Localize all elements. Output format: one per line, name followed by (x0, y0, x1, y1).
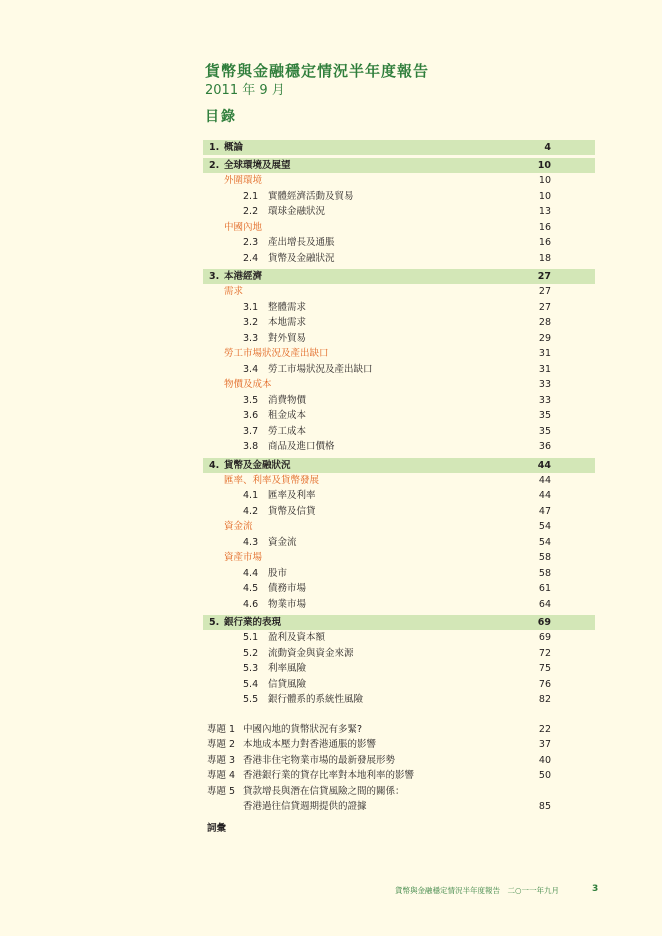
toc-entry-number: 5.1 (243, 632, 259, 643)
toc-entry-title: 物業市場 (268, 598, 307, 610)
toc-entry-page: 35 (538, 425, 551, 437)
toc-entry-title: 中國內地 (224, 221, 263, 233)
toc-entry-page: 82 (538, 694, 551, 705)
toc-entry-number: 專題 2 (207, 739, 236, 750)
toc-entry-page: 10 (538, 175, 551, 186)
toc-section[interactable] (203, 346, 595, 362)
toc-entry-page: 61 (538, 583, 551, 594)
toc-section[interactable] (203, 220, 595, 236)
toc-section[interactable] (203, 377, 595, 393)
toc-entry-number: 專題 5 (207, 785, 236, 797)
toc-entry-number: 3.5 (243, 394, 259, 406)
toc-entry-page: 16 (538, 221, 551, 233)
toc-section[interactable] (203, 284, 595, 300)
toc-entry-title: 信貸風險 (268, 678, 307, 690)
toc-entry-page: 47 (538, 505, 551, 517)
toc-subsection[interactable] (203, 251, 595, 267)
toc-entry-title: 貸款增長與潛在信貸風險之間的關係： (243, 785, 405, 797)
toc-entry-page: 33 (538, 379, 551, 390)
toc-entry-title: 本地需求 (268, 317, 307, 328)
toc-entry-page: 4 (544, 142, 551, 153)
toc-spacer (203, 715, 595, 722)
toc-entry-title: 概論 (224, 142, 244, 153)
toc-section[interactable] (203, 519, 595, 535)
toc-subsection[interactable] (203, 581, 595, 597)
toc-entry-page: 69 (537, 617, 551, 628)
toc-subsection[interactable] (203, 362, 595, 378)
toc-section[interactable] (203, 550, 595, 566)
toc-box-continuation[interactable] (203, 799, 595, 815)
toc-entry-page: 85 (538, 801, 551, 812)
toc-section[interactable] (203, 173, 595, 189)
toc-entry-title: 物價及成本 (224, 379, 272, 390)
toc-entry-title: 貨幣及信貸 (268, 505, 316, 517)
toc-box-article[interactable] (203, 737, 595, 753)
toc-entry-title: 全球環境及展望 (224, 160, 291, 171)
toc-entry-number: 專題 3 (207, 754, 236, 766)
toc-entry-title: 需求 (224, 286, 244, 297)
toc-entry-page: 76 (538, 678, 551, 690)
toc-section[interactable] (203, 473, 595, 489)
toc-subsection[interactable] (203, 408, 595, 424)
toc-chapter[interactable] (203, 615, 595, 630)
toc-entry-number: 5.3 (243, 663, 259, 674)
toc-entry-page: 40 (538, 754, 551, 766)
toc-subsection[interactable] (203, 646, 595, 662)
toc-entry-title: 香港銀行業的貸存比率對本地利率的影響 (243, 770, 415, 781)
toc-entry-title: 資金流 (268, 536, 297, 548)
toc-entry-title: 消費物價 (268, 394, 307, 406)
toc-entry-number: 3. (209, 271, 220, 282)
toc-entry-title: 匯率、利率及貨幣發展 (224, 474, 320, 486)
toc-entry-title: 詞彙 (207, 822, 227, 834)
toc-entry-page: 44 (538, 474, 551, 486)
toc-entry-title: 香港非住宅物業市場的最新發展形勢 (243, 754, 396, 766)
toc-entry-page: 31 (538, 363, 551, 375)
toc-entry-number: 5. (209, 617, 220, 628)
toc-spacer (203, 708, 595, 715)
toc-entry-page: 27 (538, 301, 551, 313)
toc-entry-page: 50 (538, 770, 551, 781)
toc-entry-number: 3.1 (243, 301, 259, 313)
toc-box-article[interactable] (203, 768, 595, 784)
toc-entry-page: 54 (538, 536, 551, 548)
toc-subsection[interactable] (203, 488, 595, 504)
toc-entry-number: 3.7 (243, 425, 259, 437)
toc-entry-page: 13 (538, 206, 551, 217)
toc-glossary[interactable] (203, 821, 595, 837)
toc-box-article[interactable] (203, 784, 595, 800)
toc-entry-page: 36 (538, 441, 551, 452)
toc-entry-title: 銀行體系的系統性風險 (268, 694, 364, 705)
toc-chapter[interactable] (203, 269, 595, 284)
toc-entry-number: 3.2 (243, 317, 259, 328)
toc-subsection[interactable] (203, 300, 595, 316)
toc-entry-title: 產出增長及通脹 (268, 237, 335, 248)
report-date: 2011 年 9 月 (205, 83, 285, 98)
toc-subsection[interactable] (203, 535, 595, 551)
toc-entry-page: 58 (538, 567, 551, 579)
toc-entry-title: 流動資金與資金來源 (268, 647, 354, 659)
toc-subsection[interactable] (203, 393, 595, 409)
toc-entry-title: 實體經濟活動及貿易 (268, 190, 354, 202)
toc-entry-title: 外圍環境 (224, 175, 263, 186)
toc-entry-page: 58 (538, 552, 551, 563)
toc-entry-number: 5.4 (243, 678, 259, 690)
toc-entry-title: 貨幣及金融狀況 (224, 459, 291, 471)
toc-entry-number: 4.3 (243, 536, 259, 548)
toc-entry-title: 銀行業的表現 (224, 617, 282, 628)
toc-entry-page: 27 (537, 271, 551, 282)
toc-box-article[interactable] (203, 753, 595, 769)
toc-entry-page: 16 (538, 237, 551, 248)
toc-entry-number: 專題 1 (207, 723, 236, 735)
toc-subsection[interactable] (203, 630, 595, 646)
toc-entry-title: 股市 (268, 567, 288, 579)
toc-entry-title: 債務市場 (268, 583, 307, 594)
toc-entry-number: 2.4 (243, 252, 259, 264)
toc-subsection[interactable] (203, 439, 595, 455)
toc-entry-title: 貨幣及金融狀況 (268, 252, 335, 264)
toc-entry-page: 35 (538, 410, 551, 421)
toc-entry-title: 中國內地的貨幣狀況有多緊? (243, 723, 363, 735)
toc-entry-page: 18 (538, 252, 551, 264)
page-footer (395, 884, 599, 896)
toc-subsection[interactable] (203, 189, 595, 205)
toc-entry-number: 2.3 (243, 237, 259, 248)
toc-subsection[interactable] (203, 331, 595, 347)
toc-entry-page: 44 (538, 490, 551, 501)
toc-entry-number: 3.4 (243, 363, 259, 375)
toc-entry-number: 3.3 (243, 332, 259, 344)
toc-entry-number: 4.1 (243, 490, 259, 501)
toc-entry-title: 資產市場 (224, 552, 263, 563)
toc-chapter[interactable] (203, 140, 595, 155)
toc-entry-number: 2.2 (243, 206, 259, 217)
toc-entry-title: 勞工市場狀況及產出缺口 (268, 363, 373, 375)
toc-entry-title: 對外貿易 (268, 332, 307, 344)
toc-entry-number: 4. (209, 459, 220, 471)
toc-entry-page: 54 (538, 521, 551, 532)
toc-entry-title: 勞工成本 (268, 425, 307, 437)
toc-entry-page: 27 (538, 286, 551, 297)
toc-entry-number: 3.6 (243, 410, 259, 421)
toc-entry-page: 37 (538, 739, 551, 750)
toc-chapter[interactable] (203, 158, 595, 173)
toc-subsection[interactable] (203, 424, 595, 440)
toc-entry-title: 商品及進口價格 (268, 441, 335, 452)
toc-entry-page: 69 (538, 632, 551, 643)
toc-heading: 目錄 (205, 109, 237, 125)
footer-text: 貨幣與金融穩定情況半年度報告 二○一一年九月 (395, 886, 560, 895)
toc-entry-number: 4.5 (243, 583, 259, 594)
toc-entry-number: 專題 4 (207, 770, 236, 781)
page-number: 3 (592, 884, 599, 894)
toc-entry-page: 22 (538, 723, 551, 735)
toc-entry-page: 31 (538, 348, 551, 359)
toc-entry-number: 2. (209, 160, 220, 171)
toc-entry-title: 盈利及資本額 (268, 632, 326, 643)
toc-entry-page: 72 (538, 647, 551, 659)
toc-entry-page: 29 (538, 332, 551, 344)
toc-subsection[interactable] (203, 597, 595, 613)
toc-chapter[interactable] (203, 458, 595, 473)
toc-subsection[interactable] (203, 661, 595, 677)
toc-entry-page: 33 (538, 394, 551, 406)
toc-subsection[interactable] (203, 692, 595, 708)
toc-entry-number: 5.5 (243, 694, 259, 705)
toc-entry-title: 本地成本壓力對香港通脹的影響 (243, 739, 377, 750)
toc-entry-title: 利率風險 (268, 663, 307, 674)
toc-entry-title: 租金成本 (268, 410, 307, 421)
toc-entry-number: 4.6 (243, 598, 259, 610)
table-of-contents (203, 137, 595, 836)
toc-entry-page: 75 (538, 663, 551, 674)
toc-entry-page: 64 (538, 598, 551, 610)
toc-subsection[interactable] (203, 566, 595, 582)
toc-subsection[interactable] (203, 504, 595, 520)
toc-entry-title: 匯率及利率 (268, 490, 316, 501)
toc-subsection[interactable] (203, 315, 595, 331)
toc-entry-page: 44 (537, 459, 551, 471)
toc-entry-title: 資金流 (224, 521, 253, 532)
toc-entry-number: 4.4 (243, 567, 259, 579)
toc-entry-title: 整體需求 (268, 301, 307, 313)
toc-box-article[interactable] (203, 722, 595, 738)
toc-entry-page: 28 (538, 317, 551, 328)
toc-entry-title: 勞工市場狀況及產出缺口 (224, 348, 329, 359)
toc-subsection[interactable] (203, 204, 595, 220)
toc-entry-page: 10 (538, 190, 551, 202)
toc-subsection[interactable] (203, 235, 595, 251)
toc-entry-number: 3.8 (243, 441, 259, 452)
toc-entry-number: 2.1 (243, 190, 259, 202)
toc-entry-number: 4.2 (243, 505, 259, 517)
toc-entry-number: 1. (209, 142, 220, 153)
toc-entry-page: 10 (537, 160, 551, 171)
toc-entry-number: 5.2 (243, 647, 259, 659)
toc-entry-title: 環球金融狀況 (268, 206, 326, 217)
toc-entry-title: 本港經濟 (224, 271, 263, 282)
report-title: 貨幣與金融穩定情況半年度報告 (205, 62, 430, 80)
toc-entry-title: 香港過往信貸週期提供的證據 (243, 801, 367, 812)
toc-subsection[interactable] (203, 677, 595, 693)
